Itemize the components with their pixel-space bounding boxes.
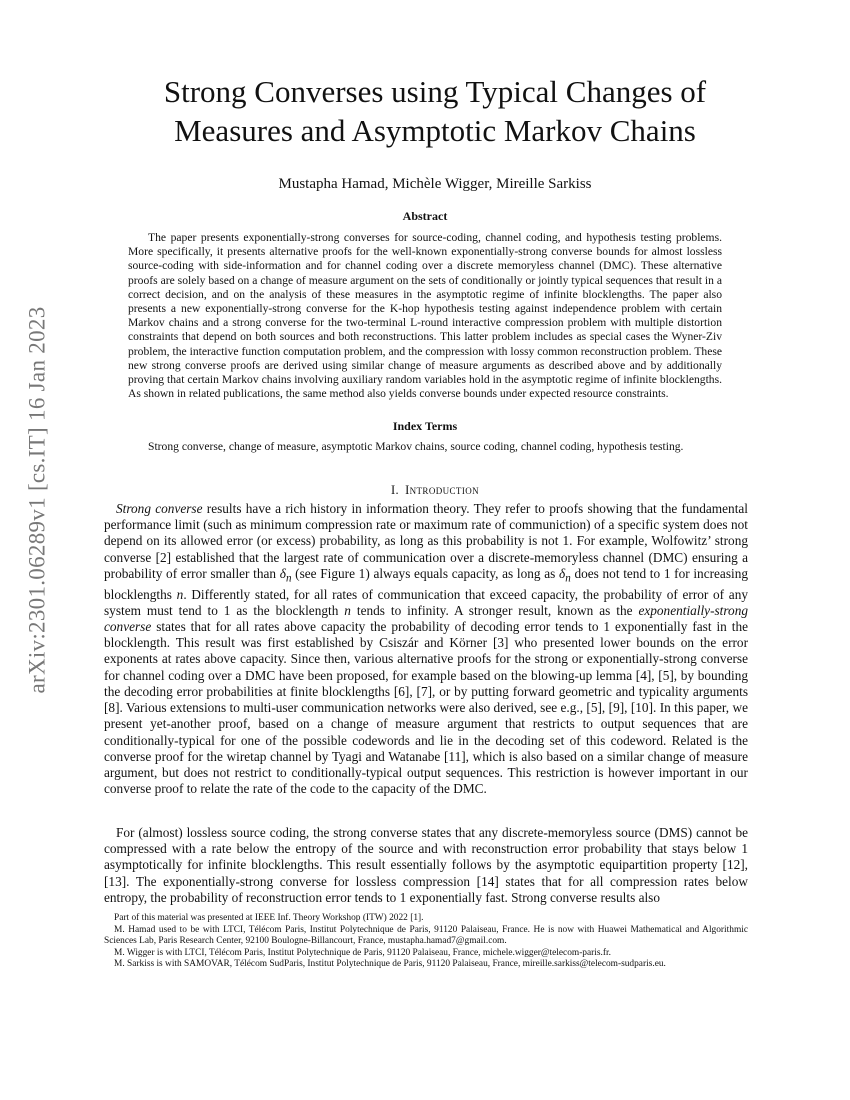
title-line-1: Strong Converses using Typical Changes of — [163, 74, 707, 109]
author-list: Mustapha Hamad, Michèle Wigger, Mireille Sarkiss — [278, 176, 592, 192]
math-delta: δ — [559, 565, 566, 581]
section-heading — [100, 483, 770, 498]
math-subscript: n — [285, 572, 292, 585]
exp-strong-converse-term: exponentially-strong converse — [104, 602, 749, 635]
footnote: M. Sarkiss is with SAMOVAR, Télécom SudParis, Institut Polytechnique de Paris, 91120 Palaiseau, France, mireille.sarkiss@telecom-sudparis.eu. — [114, 959, 666, 970]
footnote: Part of this material was presented at IEEE Inf. Theory Workshop (ITW) 2022 [1]. — [114, 913, 424, 923]
math-subscript: n — [565, 572, 571, 585]
intro-paragraph-1 — [104, 501, 748, 797]
math-delta: δ — [279, 565, 286, 581]
abstract-text: The paper presents exponentially-strong converses for source-coding, channel coding, and hypothesis testing problems. More specifically, it presents alternative proofs for the well-known exponentially-strong converse bounds for almost lossless source-coding with side-information and for channel coding over a discrete memoryless channel (DMC). These alternative proofs are solely based on a change of measure argument on the sets of conditionally or jointly typical sequences that result in a correct decision, and on the analysis of these measures in the asymptotic regime of infinite blocklengths. The paper also presents a new exponentially-strong converse for the K-hop hypothesis testing against independence problem with certain Markov chains and a strong converse for the two-terminal L-round interactive compression problem with multiple distortion constraints that depend on both sources and both reconstructions. This latter problem includes as special cases the Wyner-Ziv problem, the interactive function computation problem, and the compression with lossy common reconstruction problem. These new strong converse proofs are derived using similar change of measure arguments as described above and by additionally proving that certain Markov chains involving auxiliary random variables hold in the asymptotic regime of infinite blocklengths. As shown in related publications, the same method also yields converse bounds under expected resource constraints. — [128, 231, 722, 401]
math-n: n — [176, 586, 184, 602]
paper-title — [100, 72, 770, 150]
index-terms-text: Strong converse, change of measure, asymptotic Markov chains, source coding, channel coding, hypothesis testing. — [148, 440, 684, 453]
text-run: . Differently stated, for all rates of communication that exceed capacity, the probability of error of any system must tend to 1 as the blocklength — [104, 586, 748, 618]
footnote: M. Hamad used to be with LTCI, Télécom Paris, Institut Polytechnique de Paris, 91120 Palaiseau, France. He is now with Huawei Mathematical and Algorithmic Sciences Lab, Paris Research Center, 92100 Boulogne-Billancourt, France, mustapha.hamad7@gmail.com. — [104, 924, 748, 947]
footnote: M. Wigger is with LTCI, Télécom Paris, Institut Polytechnique de Paris, 91120 Palaiseau, France, michele.wigger@telecom-paris.fr. — [114, 947, 611, 958]
abstract-heading: Abstract — [402, 209, 448, 223]
arxiv-identifier: arXiv:2301.06289v1 [cs.IT] 16 Jan 2023 — [24, 306, 50, 694]
section-number: I. — [390, 483, 400, 497]
intro-paragraph-2: For (almost) lossless source coding, the strong converse states that any discrete-memoryless source (DMS) cannot be compressed with a rate below the entropy of the source and with reconstruction error probability that stays below 1 asymptotically for infinite blocklengths. This result essentially follows by the asymptotic equipartition property [12], [13]. The exponentially-strong converse for lossless compression [14] states that for all compression rates below entropy, the probability of reconstruction error tends to 1 exponentially fast. Strong converse results also — [104, 825, 748, 905]
math-n: n — [344, 602, 351, 618]
text-run: results have a rich history in information theory. They refer to proofs showing that the fundamental performance limit (such as minimum compression rate or maximum rate of communiction) of a specific system does not depend on its allowed error (or excess) probability, as long as this probability is not 1. For example, Wolfowitz’ strong converse [2] established that the largest rate of communication over a discrete-memoryless channel (DMC) ensuring a probability of error smaller than — [104, 501, 748, 581]
footnotes — [104, 913, 748, 971]
title-line-2: Measures and Asymptotic Markov Chains — [174, 113, 696, 148]
arxiv-side-stamp — [6, 306, 68, 694]
index-terms-heading: Index Terms — [392, 419, 458, 433]
text-run: does not tend to 1 for increasing blocklengths — [104, 565, 748, 602]
strong-converse-term: Strong converse — [116, 501, 203, 516]
section-title: Introduction — [405, 483, 480, 497]
text-run: (see Figure 1) always equals capacity, as long as — [291, 565, 560, 581]
text-run: states that for all rates above capacity the probability of decoding error tends to 1 exponentially fast in the blocklength. This result was first established by Csiszár and Körner [3] who presented lower bounds on the error exponents at rates above capacity. Since then, various alternative proofs for the strong or exponentially-strong converse for channel coding over a DMC have been proposed, for example based on the blowing-up lemma [4], [5], by bounding the decoding error probabilities at finite blocklengths [6], [7], or by putting forward geometric and typicality arguments [8]. Various extensions to multi-user communication networks were also derived, see e.g., [5], [9], [10]. In this paper, we present yet-another proof, based on a change of measure argument that restricts to output sequences that are conditionally-typical for one of the possible codewords and lie in the decoding set of this codeword. Related is the converse proof for the wiretap channel by Tyagi and Watanabe [11], which is also based on a similar change of measure argument, but does not restrict to conditionally-typical output sequences. This restriction is however important in our converse proof to relate the rate of the code to the capacity of the DMC. — [104, 619, 748, 797]
text-run: tends to infinity. A stronger result, known as the — [350, 602, 639, 618]
